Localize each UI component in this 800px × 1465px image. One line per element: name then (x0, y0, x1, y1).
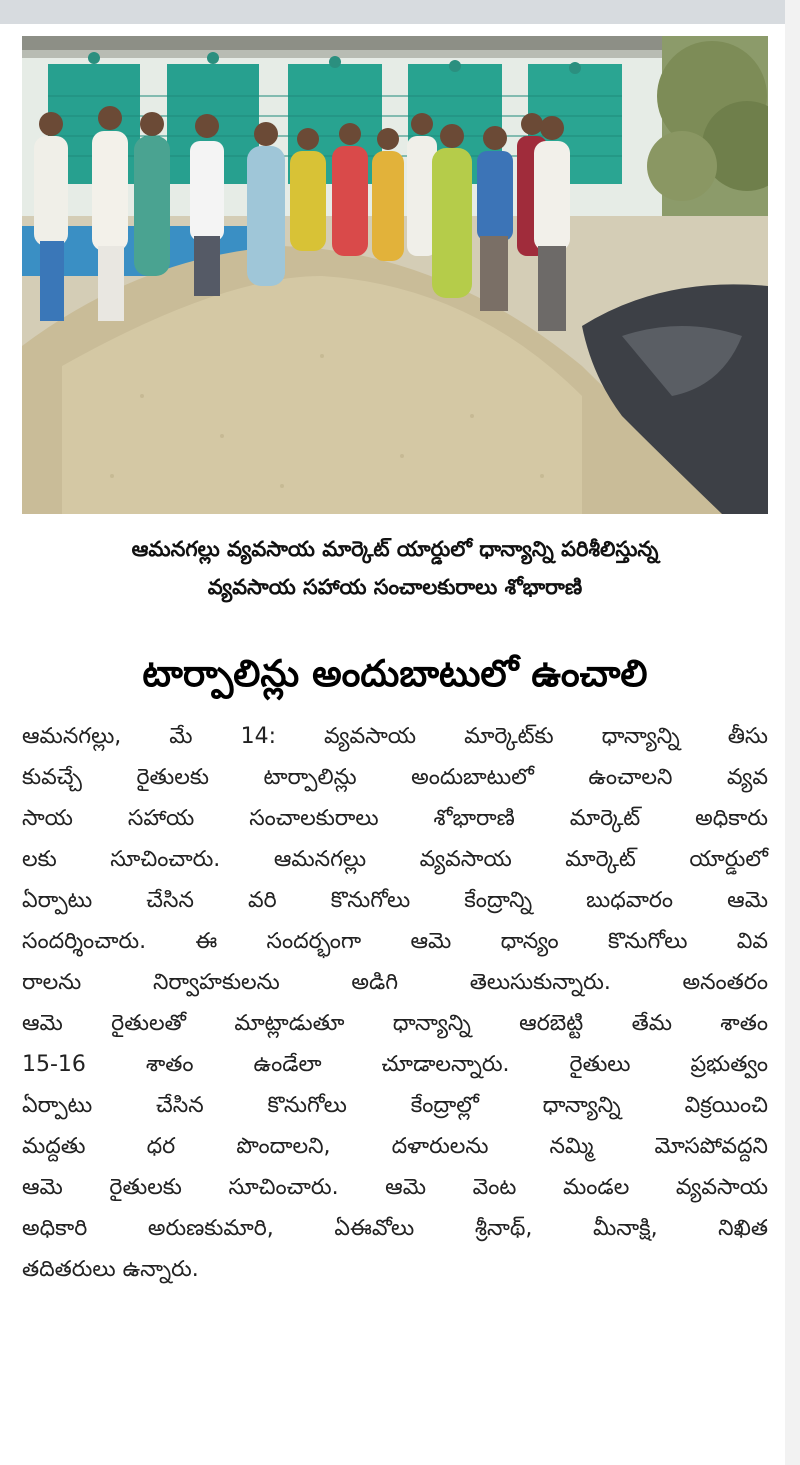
body-line: లకు సూచించారు. ఆమనగల్లు వ్యవసాయ మార్కెట్ యార్డులో (22, 847, 768, 872)
body-line: తదితరులు ఉన్నారు. (22, 1257, 199, 1282)
body-line: ఆమె రైతులకు సూచించారు. ఆమె వెంట మండల వ్యవసాయ (22, 1175, 768, 1200)
body-line: ఆమనగల్లు, మే 14: వ్యవసాయ మార్కెట్‌కు ధాన్యాన్ని తీసు (22, 724, 768, 749)
page-top-strip (0, 0, 785, 24)
article-body (22, 716, 768, 1290)
body-line: ఆమె రైతులతో మాట్లాడుతూ ధాన్యాన్ని ఆరబెట్టి తేమ శాతం (22, 1011, 768, 1036)
body-line: మద్దతు ధర పొందాలని, దళారులను నమ్మి మోసపోవద్దని (22, 1134, 768, 1159)
body-line: సాయ సహాయ సంచాలకురాలు శోభారాణి మార్కెట్ అధికారు (22, 806, 768, 831)
article-headline: టార్పాలిన్లు అందుబాటులో ఉంచాలి (142, 652, 648, 695)
body-line: సందర్శించారు. ఈ సందర్భంగా ఆమె ధాన్యం కొనుగోలు వివ (22, 929, 768, 954)
page-right-margin (785, 0, 800, 1465)
body-line: 15-16 శాతం ఉండేలా చూడాలన్నారు. రైతులు ప్రభుత్వం (22, 1052, 768, 1077)
caption-line-2: వ్యవసాయ సహాయ సంచాలకురాలు శోభారాణి (207, 575, 583, 599)
body-line: రాలను నిర్వాహకులను అడిగి తెలుసుకున్నారు. అనంతరం (22, 970, 768, 995)
news-photo-farmers-market-yard-icon (22, 36, 768, 514)
body-line: కువచ్చే రైతులకు టార్పాలిన్లు అందుబాటులో ఉంచాలని వ్యవ (22, 765, 768, 790)
news-photo (22, 36, 768, 514)
photo-caption (22, 530, 768, 606)
body-line: అధికారి అరుణకుమారి, ఏఈవోలు శ్రీనాథ్, మీనాక్షి, నిఖిత (22, 1216, 768, 1241)
body-line: ఏర్పాటు చేసిన కొనుగోలు కేంద్రాల్లో ధాన్యాన్ని విక్రయించి (22, 1093, 768, 1118)
body-line: ఏర్పాటు చేసిన వరి కొనుగోలు కేంద్రాన్ని బుధవారం ఆమె (22, 888, 768, 913)
caption-line-1: ఆమనగల్లు వ్యవసాయ మార్కెట్ యార్డులో ధాన్యాన్ని పరిశీలిస్తున్న (131, 537, 659, 561)
